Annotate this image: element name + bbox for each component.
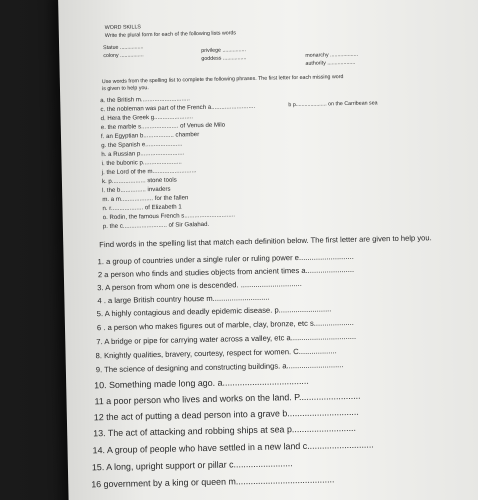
phrase-item: f. an Egyptian b.................. chamber: [100, 131, 200, 141]
phrase-item: e. the marble s...................... of Venus de Milo: [100, 121, 226, 132]
definition-item: 4 . a large British country house m...........................: [97, 292, 270, 306]
definition-item: 11 a poor person who lives and works on the land. P.........................: [94, 390, 361, 407]
phrase-item: l. the b............... invaders: [102, 185, 171, 195]
phrase-item: a. the British m.............................: [100, 95, 191, 105]
phrases-instruction-line2: is given to help you.: [101, 85, 149, 93]
definition-item: 16 government by a king or queen m........................................: [91, 474, 335, 490]
phrase-item: o. Rodin, the famous French s..............................: [102, 211, 236, 222]
worksheet-page: [58, 0, 478, 500]
phrase-item: h. a Russian p..........................: [101, 149, 185, 159]
plural-word-statue: Statue ................: [103, 44, 144, 52]
definition-item: 8. Knightly qualities, bravery, courtesy, respect for women. C..................: [95, 346, 337, 361]
plural-word-colony: colony ................: [103, 52, 144, 60]
phrase-item: c. the nobleman was part of the French a..........................: [100, 102, 256, 114]
definition-item: 5. A highly contagious and deadly epidemic disease. p.........................: [96, 304, 332, 319]
plural-word-privilege: privilege ................: [201, 47, 247, 55]
plural-word-monarchy: monarchy ...................: [305, 51, 359, 59]
phrase-item: k. p.................... stone tools: [101, 176, 177, 186]
definition-item: 15. A long, upright support or pillar c........................: [91, 458, 293, 473]
definition-item: 2 a person who finds and studies objects from ancient times a.......................: [97, 264, 355, 280]
plural-word-authority: authority ...................: [305, 59, 356, 67]
phrase-item: p. the c.......................... of Sir Galahad.: [102, 220, 210, 231]
phrase-item: i. the bubonic p.......................: [101, 158, 182, 168]
definition-item: 1. a group of countries under a single ruler or ruling power e..........................: [97, 251, 354, 267]
phrase-item: d. Hera the Greek g.......................: [100, 113, 194, 123]
phrase-item: g. the Spanish e......................: [101, 140, 183, 150]
definition-item: 12 the act of putting a dead person into a grave b.............................: [93, 406, 359, 423]
definition-item: 14. A group of people who have settled in a new land c...........................: [92, 439, 374, 456]
definition-item: 6 . a person who makes figures out of marble, clay, bronze, etc s...................: [96, 317, 354, 333]
phrase-item: n. r................... of Elizabeth 1: [102, 203, 182, 213]
definition-item: 3. A person from whom one is descended. .............................: [97, 278, 302, 293]
phrases-instruction-line1: Use words from the spelling list to complete the following phrases. The first letter for each missing word: [101, 74, 344, 86]
plural-instruction: Write the plural form for each of the following lists words: [104, 30, 237, 40]
definition-item: 7. A bridge or pipe for carrying water across a valley, etc a...............................: [96, 331, 357, 347]
phrase-side-item: b p..................... on the Carribean sea: [288, 100, 378, 109]
phrase-item: m. a m................... for the fallen: [102, 194, 189, 204]
definitions-instruction: Find words in the spelling list that match each definition below. The first letter are given to help you.: [99, 233, 432, 250]
phrase-item: j. the Lord of the m..........................: [101, 167, 197, 177]
definition-item: 10. Something made long ago. a...................................: [94, 375, 309, 391]
plural-word-goddess: goddess ................: [201, 55, 247, 63]
definition-item: 9. The science of designing and constructing buildings. a...........................: [95, 360, 344, 375]
definition-item: 13. The act of attacking and robbing ships at sea p..........................: [93, 422, 357, 439]
worksheet-title: WORD SKILLS: [104, 24, 141, 32]
